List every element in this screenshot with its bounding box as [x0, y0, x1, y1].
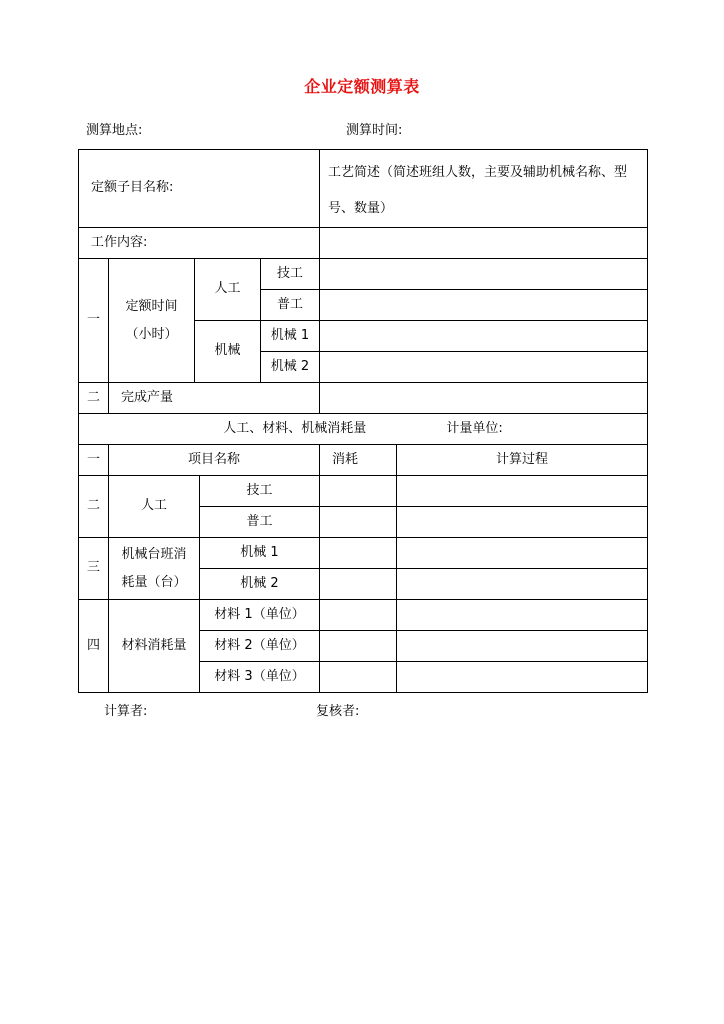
- subitem-name-label: 定额子目名称:: [91, 180, 174, 196]
- output-label: 完成产量: [109, 383, 320, 414]
- section-two-name: 人工: [109, 476, 200, 538]
- machine-shift-row-1: [79, 538, 648, 569]
- reviewer-label: 复核者:: [316, 704, 360, 719]
- work-content-value: [320, 228, 648, 259]
- skilled-label: 技工: [261, 259, 320, 290]
- consumption-heading-row: [79, 414, 648, 445]
- material-3-calc: [397, 662, 648, 693]
- machine-cell: [195, 321, 261, 383]
- skilled-value: [320, 259, 648, 290]
- machine1-label: 机械 1: [261, 321, 320, 352]
- process-description-cell: [320, 150, 648, 228]
- section-three-name: [109, 538, 200, 600]
- output-value: [320, 383, 648, 414]
- material-2-consume: [320, 631, 397, 662]
- unit-label: 计量单位:: [446, 420, 503, 436]
- quota-time-line2: （小时）: [125, 326, 178, 342]
- material-row-1: [79, 600, 648, 631]
- column-header-row: [79, 445, 648, 476]
- labor-general-consume: [320, 507, 397, 538]
- material-1-calc: [397, 600, 648, 631]
- labor-general-calc: [397, 507, 648, 538]
- labor-skilled-row: [79, 476, 648, 507]
- location-label: 测算地点:: [86, 123, 143, 138]
- section-four-number: 四: [79, 600, 109, 693]
- section-three-name-line2: 耗量（台）: [121, 574, 187, 590]
- consumption-heading-cell: [79, 414, 648, 445]
- material-3-consume: [320, 662, 397, 693]
- output-row: [79, 383, 648, 414]
- material-1-consume: [320, 600, 397, 631]
- work-content-row: [79, 228, 648, 259]
- subitem-name-cell: [79, 150, 320, 228]
- machine2-value: [320, 352, 648, 383]
- labor-cell: [195, 259, 261, 321]
- general-label: 普工: [261, 290, 320, 321]
- work-content-cell: [79, 228, 320, 259]
- machine-shift-1-label: 机械 1: [200, 538, 320, 569]
- material-1-label: 材料 1（单位）: [200, 600, 320, 631]
- labor-general-label: 普工: [200, 507, 320, 538]
- machine-shift-1-consume: [320, 538, 397, 569]
- machine-shift-1-calc: [397, 538, 648, 569]
- labor-skilled-calc: [397, 476, 648, 507]
- machine-shift-2-consume: [320, 569, 397, 600]
- labor-skilled-consume: [320, 476, 397, 507]
- document-title: 企业定额测算表: [304, 77, 420, 96]
- process-desc-line1: 工艺简述（简述班组人数，主要及辅助机械名称、型: [328, 165, 628, 180]
- consumption-heading: 人工、材料、机械消耗量: [223, 420, 367, 436]
- quota-time-cell: [109, 259, 195, 383]
- calc-header: 计算过程: [397, 445, 648, 476]
- section-number-one: 一: [79, 259, 109, 383]
- section-four-name: 材料消耗量: [109, 600, 200, 693]
- subitem-row: [79, 150, 648, 228]
- section-number-two: 二: [79, 383, 109, 414]
- machine-label: 机械: [214, 343, 241, 359]
- work-content-label: 工作内容:: [91, 234, 148, 250]
- material-2-label: 材料 2（单位）: [200, 631, 320, 662]
- material-3-label: 材料 3（单位）: [200, 662, 320, 693]
- consume-header: 消耗: [320, 445, 397, 476]
- general-value: [320, 290, 648, 321]
- labor-label: 人工: [214, 281, 241, 297]
- section-three-number: 三: [79, 538, 109, 600]
- machine1-value: [320, 321, 648, 352]
- time-label: 测算时间:: [346, 123, 403, 138]
- section-two-number: 二: [79, 476, 109, 538]
- machine-shift-2-label: 机械 2: [200, 569, 320, 600]
- item-name-header: 项目名称: [109, 445, 320, 476]
- quota-calculation-table: [78, 149, 648, 693]
- calculator-label: 计算者:: [104, 704, 148, 719]
- machine-shift-2-calc: [397, 569, 648, 600]
- section-three-name-line1: 机械台班消: [121, 546, 187, 562]
- material-2-calc: [397, 631, 648, 662]
- quota-time-line1: 定额时间: [125, 298, 178, 314]
- header-number: 一: [79, 445, 109, 476]
- machine2-label: 机械 2: [261, 352, 320, 383]
- process-desc-line2: 号、数量）: [328, 201, 394, 216]
- quota-time-row-skilled: [79, 259, 648, 290]
- labor-skilled-label: 技工: [200, 476, 320, 507]
